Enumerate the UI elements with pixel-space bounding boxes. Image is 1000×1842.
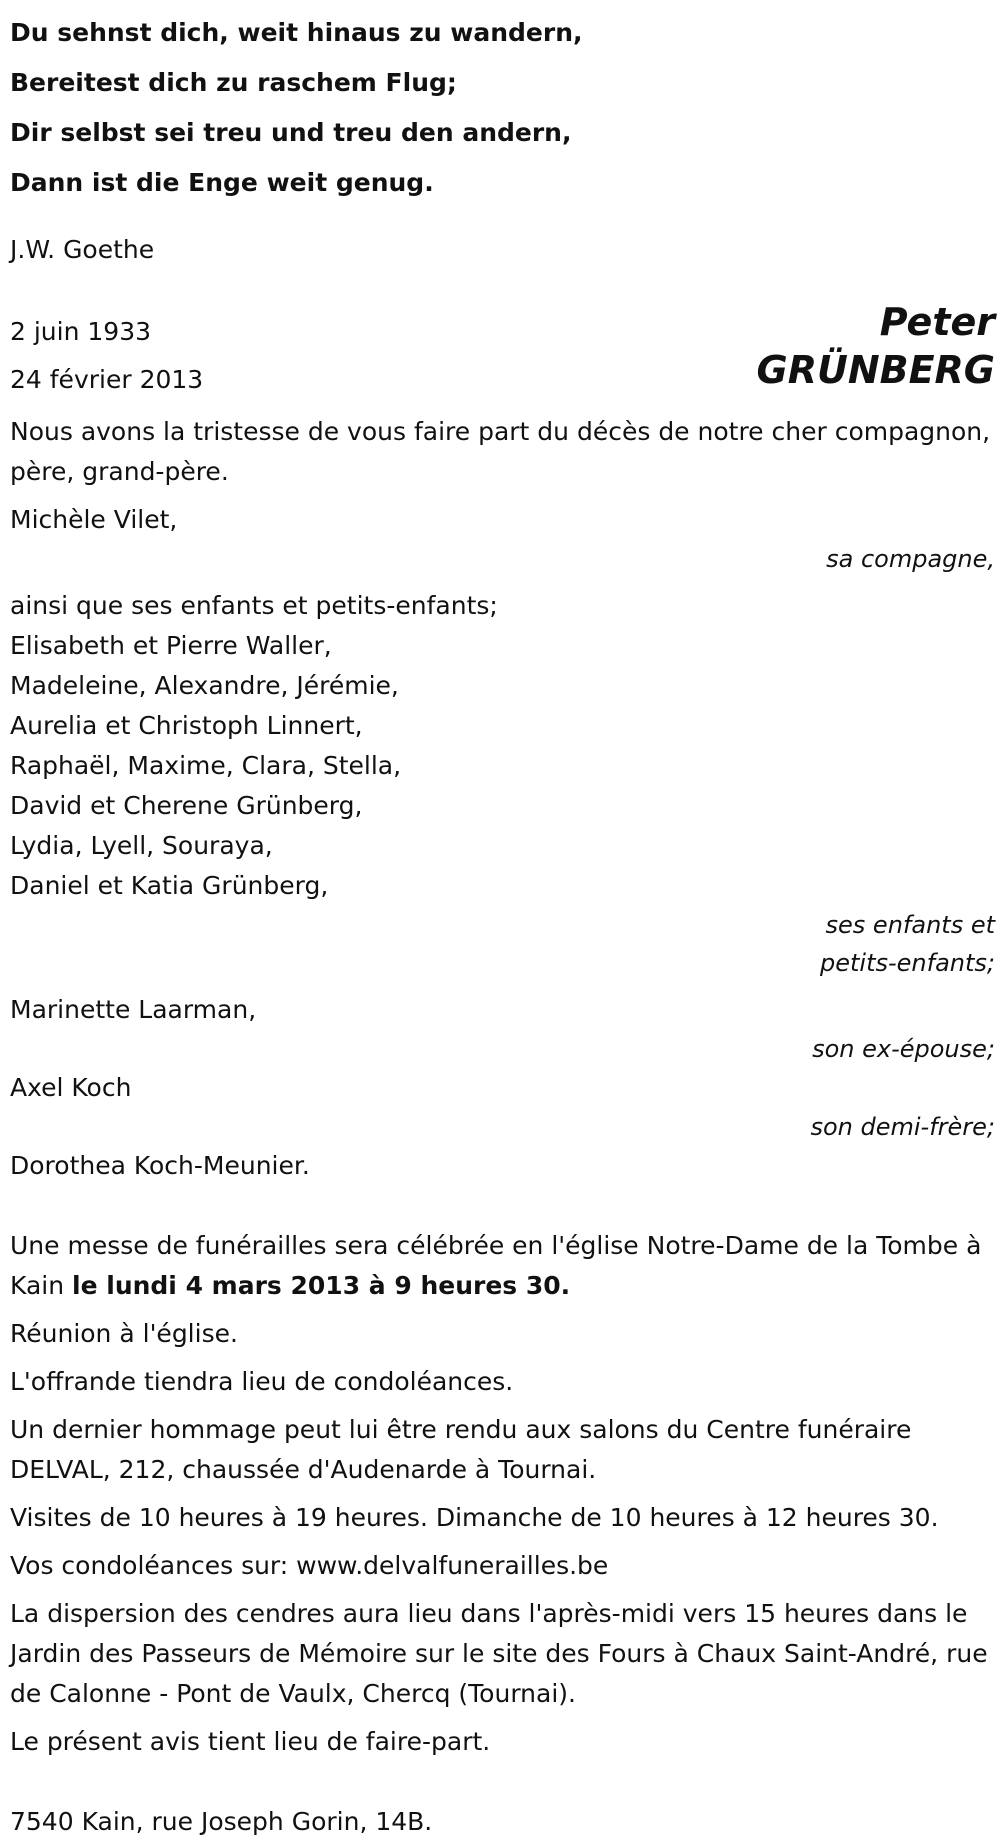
meeting-text: Réunion à l'église. <box>10 1319 238 1348</box>
offering-text: L'offrande tiendra lieu de condoléances. <box>10 1367 514 1396</box>
condolences-text: Vos condoléances sur: www.delvalfunerailles.be <box>10 1551 609 1580</box>
list-item: Madeleine, Alexandre, Jérémie, <box>10 671 399 700</box>
list-item: Aurelia et Christoph Linnert, <box>10 711 363 740</box>
list-item: Elisabeth et Pierre Waller, <box>10 631 332 660</box>
deceased-last-name: GRÜNBERG <box>756 348 995 392</box>
death-date: 24 février 2013 <box>10 365 204 394</box>
children-role <box>10 906 995 982</box>
list-item: Lydia, Lyell, Souraya, <box>10 831 273 860</box>
poem-line: Dann ist die Enge weit genug. <box>10 168 434 197</box>
mass-time: le lundi 4 mars 2013 à 9 heures 30. <box>72 1271 571 1300</box>
poem <box>10 8 995 208</box>
ex-spouse-role: son ex-épouse; <box>812 1035 995 1063</box>
half-brother-entry <box>10 1068 995 1146</box>
birth-date: 2 juin 1933 <box>10 317 152 346</box>
partner-entry <box>10 500 995 578</box>
poem-line: Du sehnst dich, weit hinaus zu wandern, <box>10 18 583 47</box>
obituary-header <box>10 300 995 404</box>
list-item: Daniel et Katia Grünberg, <box>10 871 329 900</box>
poem-author: J.W. Goethe <box>10 235 155 264</box>
visits-text: Visites de 10 heures à 19 heures. Dimanche de 10 heures à 12 heures 30. <box>10 1503 939 1532</box>
obituary-page <box>10 0 995 1842</box>
partner-role: sa compagne, <box>826 545 995 573</box>
ex-spouse-entry <box>10 990 995 1068</box>
children-role-line: petits-enfants; <box>820 949 995 977</box>
ashes-text: La dispersion des cendres aura lieu dans l'après-midi vers 15 heures dans le Jardin des Passeurs de Mémoire sur le site des Fours à Chaux Saint-André, rue de Calonne - Pont de Vaulx, Chercq (Tournai). <box>10 1599 988 1708</box>
half-brother-name: Axel Koch <box>10 1073 132 1102</box>
deceased-name <box>757 298 995 394</box>
list-item: Raphaël, Maxime, Clara, Stella, <box>10 751 402 780</box>
ex-spouse-name: Marinette Laarman, <box>10 995 257 1024</box>
address-text: 7540 Kain, rue Joseph Gorin, 14B. <box>10 1807 433 1836</box>
list-item: David et Cherene Grünberg, <box>10 791 363 820</box>
children-intro: ainsi que ses enfants et petits-enfants; <box>10 591 498 620</box>
partner-name: Michèle Vilet, <box>10 505 178 534</box>
poem-line: Bereitest dich zu raschem Flug; <box>10 68 457 97</box>
tribute-text: Un dernier hommage peut lui être rendu aux salons du Centre funéraire DELVAL, 212, chaussée d'Audenarde à Tournai. <box>10 1415 912 1484</box>
deceased-first-name: Peter <box>879 300 995 344</box>
children-list <box>10 626 995 906</box>
mass-announcement <box>10 1226 995 1306</box>
children-role-line: ses enfants et <box>825 911 995 939</box>
mass-text: Une messe de funérailles sera célébrée en l'église Notre-Dame de la Tombe à Kain <box>10 1231 982 1300</box>
notice-text: Le présent avis tient lieu de faire-part. <box>10 1727 491 1756</box>
announcement-text: Nous avons la tristesse de vous faire part du décès de notre cher compagnon, père, grand-père. <box>10 417 991 486</box>
other-relative-name: Dorothea Koch-Meunier. <box>10 1151 310 1180</box>
poem-line: Dir selbst sei treu und treu den andern, <box>10 118 572 147</box>
half-brother-role: son demi-frère; <box>810 1113 995 1141</box>
